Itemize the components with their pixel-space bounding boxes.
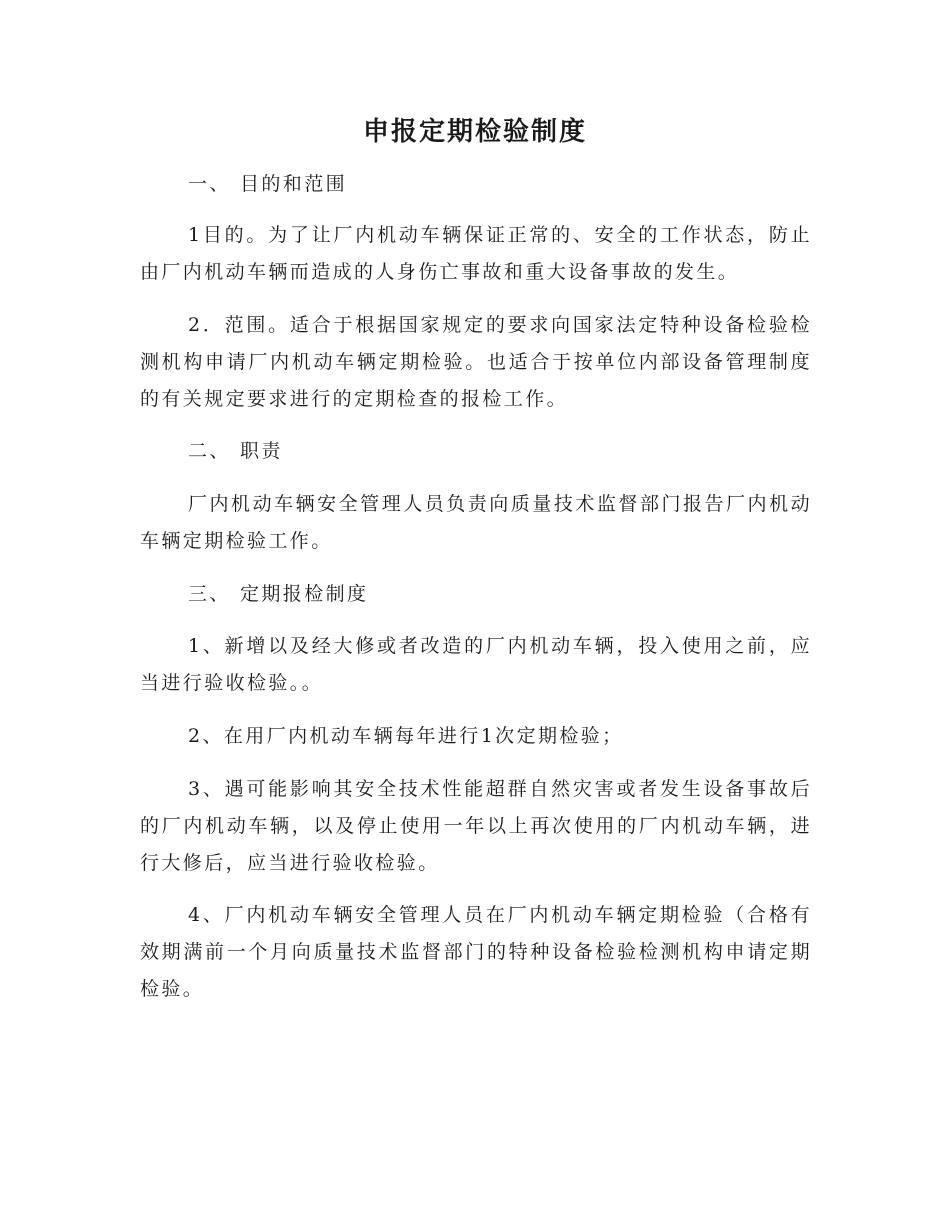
section-heading-responsibilities: [140, 433, 812, 470]
paragraph-rule-1: 1、新增以及经大修或者改造的厂内机动车辆，投入使用之前，应当进行验收检验。。: [140, 635, 812, 694]
paragraph-rule-2: 2、在用厂内机动车辆每年进行1次定期检验；: [188, 725, 624, 747]
section-number: 三、: [188, 583, 231, 605]
section-heading-text: 目的和范围: [240, 173, 348, 195]
paragraph-rule-3: 3、遇可能影响其安全技术性能超群自然灾害或者发生设备事故后的厂内机动车辆，以及停止使用一年以上再次使用的厂内机动车辆，进行大修后，应当进行验收检验。: [140, 778, 812, 874]
section-heading-purpose-scope: [140, 166, 812, 203]
section-heading-inspection-system: [140, 576, 812, 613]
section-number: 一、: [188, 173, 231, 195]
section-heading-text: 职责: [240, 440, 283, 462]
paragraph-scope: 2．范围。适合于根据国家规定的要求向国家法定特种设备检验检测机构申请厂内机动车辆定期检验。也适合于按单位内部设备管理制度的有关规定要求进行的定期检查的报检工作。: [140, 314, 812, 410]
document-title: 申报定期检验制度: [362, 117, 587, 147]
paragraph-purpose: 1目的。为了让厂内机动车辆保证正常的、安全的工作状态，防止由厂内机动车辆而造成的人身伤亡事故和重大设备事故的发生。: [140, 224, 812, 283]
section-number: 二、: [188, 440, 231, 462]
section-heading-text: 定期报检制度: [240, 583, 369, 605]
paragraph-rule-4: 4、厂内机动车辆安全管理人员在厂内机动车辆定期检验（合格有效期满前一个月向质量技术监督部门的特种设备检验检测机构申请定期检验。: [140, 904, 812, 1000]
paragraph-responsibilities: 厂内机动车辆安全管理人员负责向质量技术监督部门报告厂内机动车辆定期检验工作。: [140, 493, 812, 552]
